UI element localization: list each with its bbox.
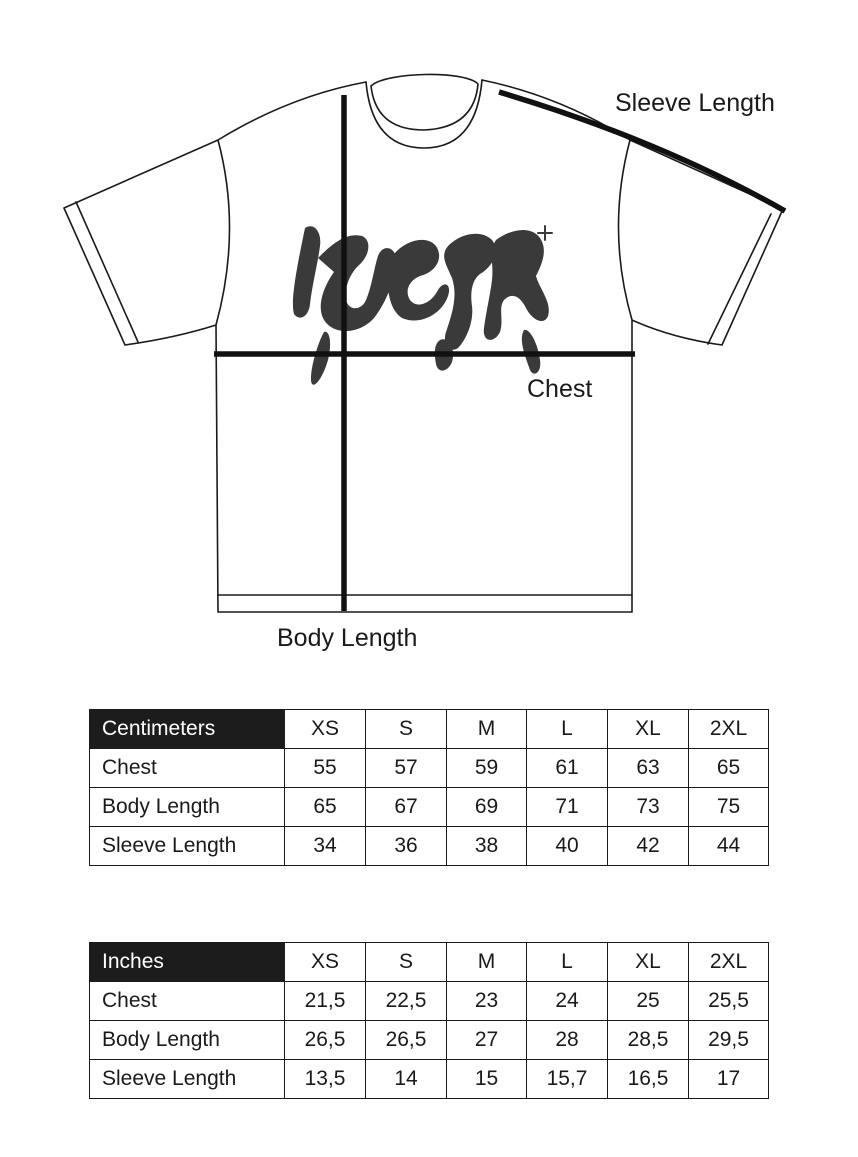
size-header: S — [366, 710, 447, 749]
table-cell: 17 — [689, 1060, 769, 1099]
left-armhole-seam — [216, 140, 230, 325]
table-row — [90, 1021, 769, 1060]
size-header: L — [527, 943, 608, 982]
table-cell: 24 — [527, 982, 608, 1021]
table-cell: 40 — [527, 827, 608, 866]
size-header: L — [527, 710, 608, 749]
size-header: M — [447, 710, 527, 749]
table-row — [90, 827, 769, 866]
row-label: Chest — [90, 749, 285, 788]
table-cell: 67 — [366, 788, 447, 827]
size-header: XL — [608, 943, 689, 982]
table-cell: 15 — [447, 1060, 527, 1099]
table-cell: 65 — [689, 749, 769, 788]
brand-logo — [293, 226, 552, 385]
table-cell: 25,5 — [689, 982, 769, 1021]
table-header-row — [90, 943, 769, 982]
table-cell: 27 — [447, 1021, 527, 1060]
table-cell: 44 — [689, 827, 769, 866]
table-cell: 26,5 — [285, 1021, 366, 1060]
table-cell: 75 — [689, 788, 769, 827]
unit-header: Inches — [90, 943, 285, 982]
size-header: XS — [285, 710, 366, 749]
table-cell: 65 — [285, 788, 366, 827]
table-cell: 14 — [366, 1060, 447, 1099]
table-cell: 69 — [447, 788, 527, 827]
table-header-row — [90, 710, 769, 749]
tshirt-outline — [64, 80, 783, 612]
right-armhole-seam — [618, 140, 632, 320]
size-header: XS — [285, 943, 366, 982]
chest-label: Chest — [527, 375, 593, 403]
size-table-centimeters — [89, 709, 769, 866]
unit-header: Centimeters — [90, 710, 285, 749]
table-cell: 28 — [527, 1021, 608, 1060]
table-row — [90, 1060, 769, 1099]
row-label: Chest — [90, 982, 285, 1021]
table-cell: 15,7 — [527, 1060, 608, 1099]
collar-inner — [371, 74, 478, 130]
size-header: 2XL — [689, 943, 769, 982]
size-header: M — [447, 943, 527, 982]
right-sleeve-hem — [708, 214, 771, 344]
size-table-inches — [89, 942, 769, 1099]
table-cell: 21,5 — [285, 982, 366, 1021]
table-cell: 26,5 — [366, 1021, 447, 1060]
table-cell: 57 — [366, 749, 447, 788]
table-cell: 59 — [447, 749, 527, 788]
size-header: 2XL — [689, 710, 769, 749]
collar-outer — [366, 80, 482, 148]
table-row — [90, 982, 769, 1021]
size-header: S — [366, 943, 447, 982]
table-cell: 29,5 — [689, 1021, 769, 1060]
table-cell: 22,5 — [366, 982, 447, 1021]
table-cell: 13,5 — [285, 1060, 366, 1099]
table-cell: 25 — [608, 982, 689, 1021]
row-label: Body Length — [90, 788, 285, 827]
size-header: XL — [608, 710, 689, 749]
table-cell: 73 — [608, 788, 689, 827]
row-label: Body Length — [90, 1021, 285, 1060]
table-cell: 16,5 — [608, 1060, 689, 1099]
row-label: Sleeve Length — [90, 1060, 285, 1099]
body-length-label: Body Length — [277, 624, 418, 652]
table-cell: 28,5 — [608, 1021, 689, 1060]
table-cell: 61 — [527, 749, 608, 788]
table-cell: 42 — [608, 827, 689, 866]
table-cell: 55 — [285, 749, 366, 788]
row-label: Sleeve Length — [90, 827, 285, 866]
table-cell: 71 — [527, 788, 608, 827]
left-sleeve-hem — [76, 202, 138, 342]
sleeve-length-label: Sleeve Length — [615, 89, 775, 117]
table-row — [90, 749, 769, 788]
table-cell: 23 — [447, 982, 527, 1021]
table-cell: 36 — [366, 827, 447, 866]
table-cell: 34 — [285, 827, 366, 866]
table-cell: 38 — [447, 827, 527, 866]
table-cell: 63 — [608, 749, 689, 788]
table-row — [90, 788, 769, 827]
